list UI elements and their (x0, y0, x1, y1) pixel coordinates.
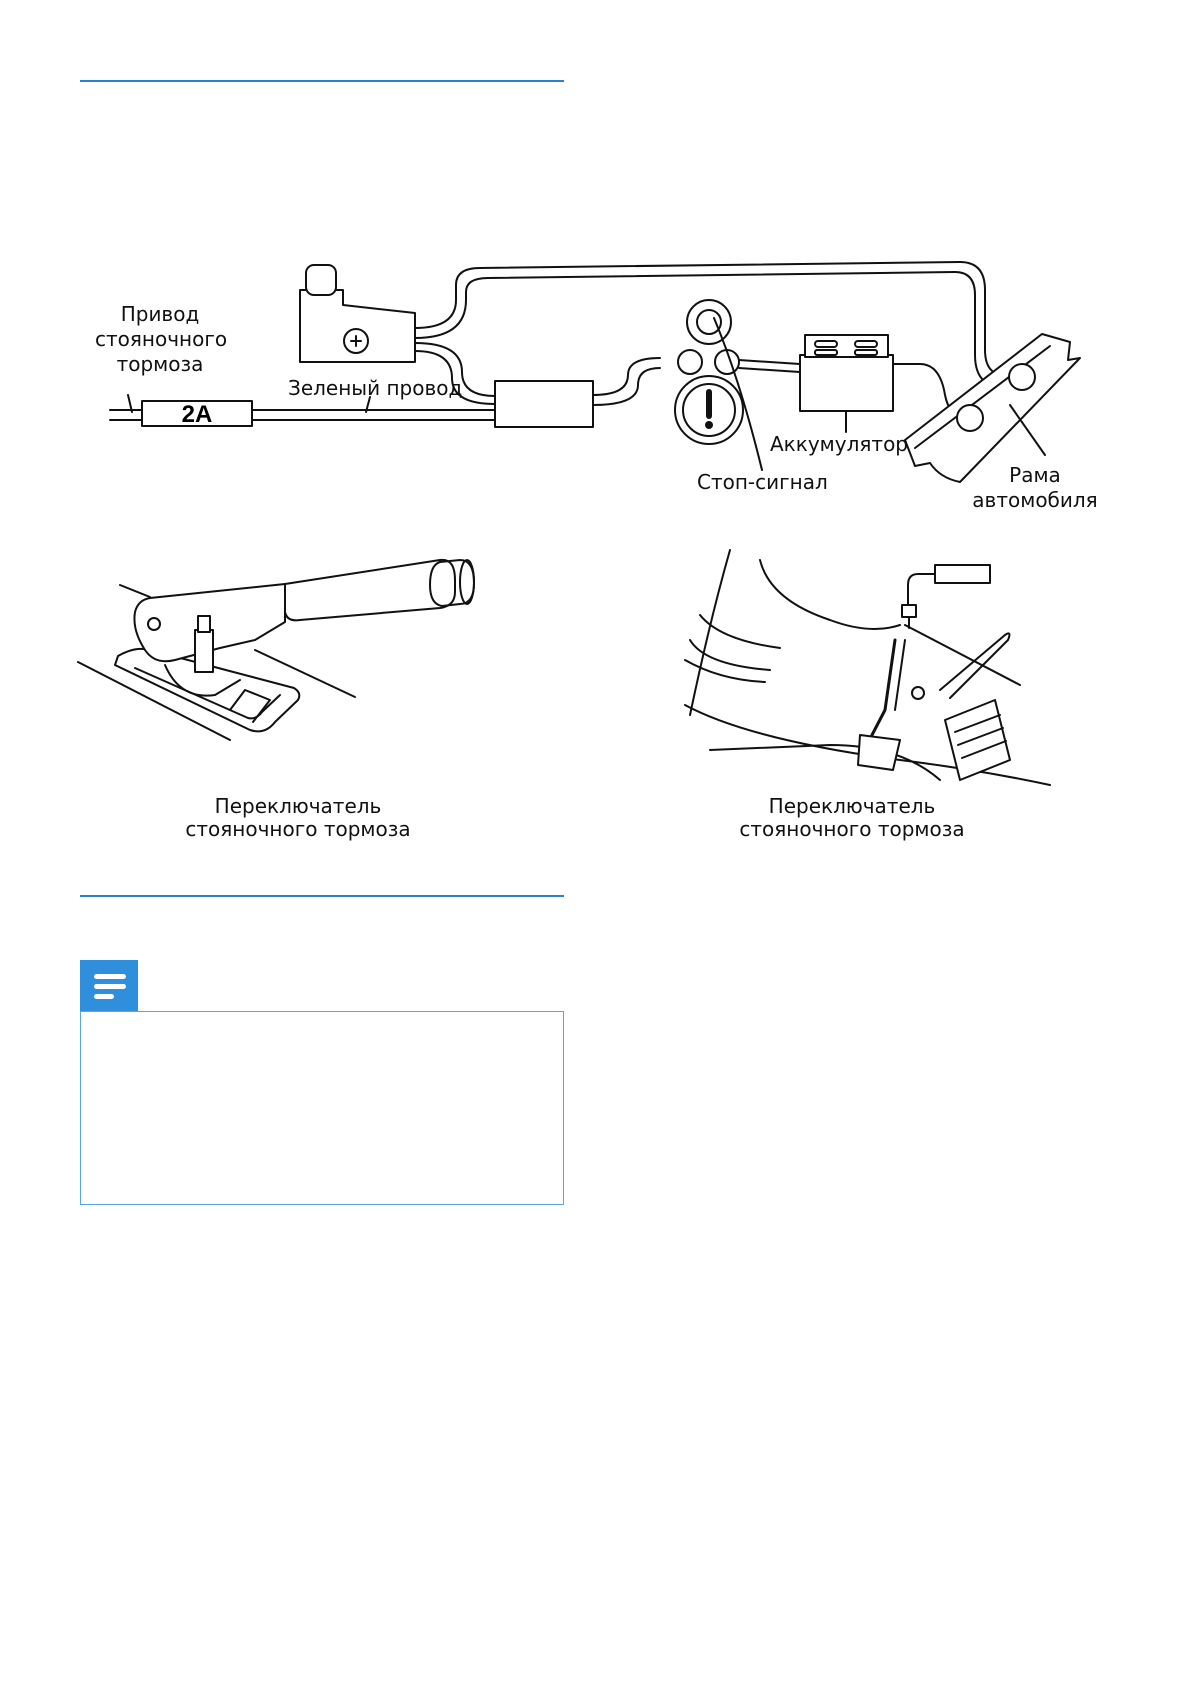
note-icon (80, 960, 138, 1012)
note-box (80, 1011, 564, 1205)
brake-light-label: Стоп-сигнал (697, 470, 828, 494)
battery-label: Аккумулятор (770, 432, 908, 456)
parking-brake-drive-label-text: Привод стояночного тормоза (95, 302, 228, 376)
right-caption (722, 795, 982, 841)
green-wire-label: Зеленый провод (288, 376, 463, 400)
car-frame-label-text: Рама автомобиля (972, 463, 1098, 512)
section-divider-middle (80, 895, 564, 897)
left-caption-text: Переключатель стояночного тормоза (185, 794, 411, 841)
right-caption-text: Переключатель стояночного тормоза (739, 794, 965, 841)
fuse-label: 2A (181, 401, 213, 428)
